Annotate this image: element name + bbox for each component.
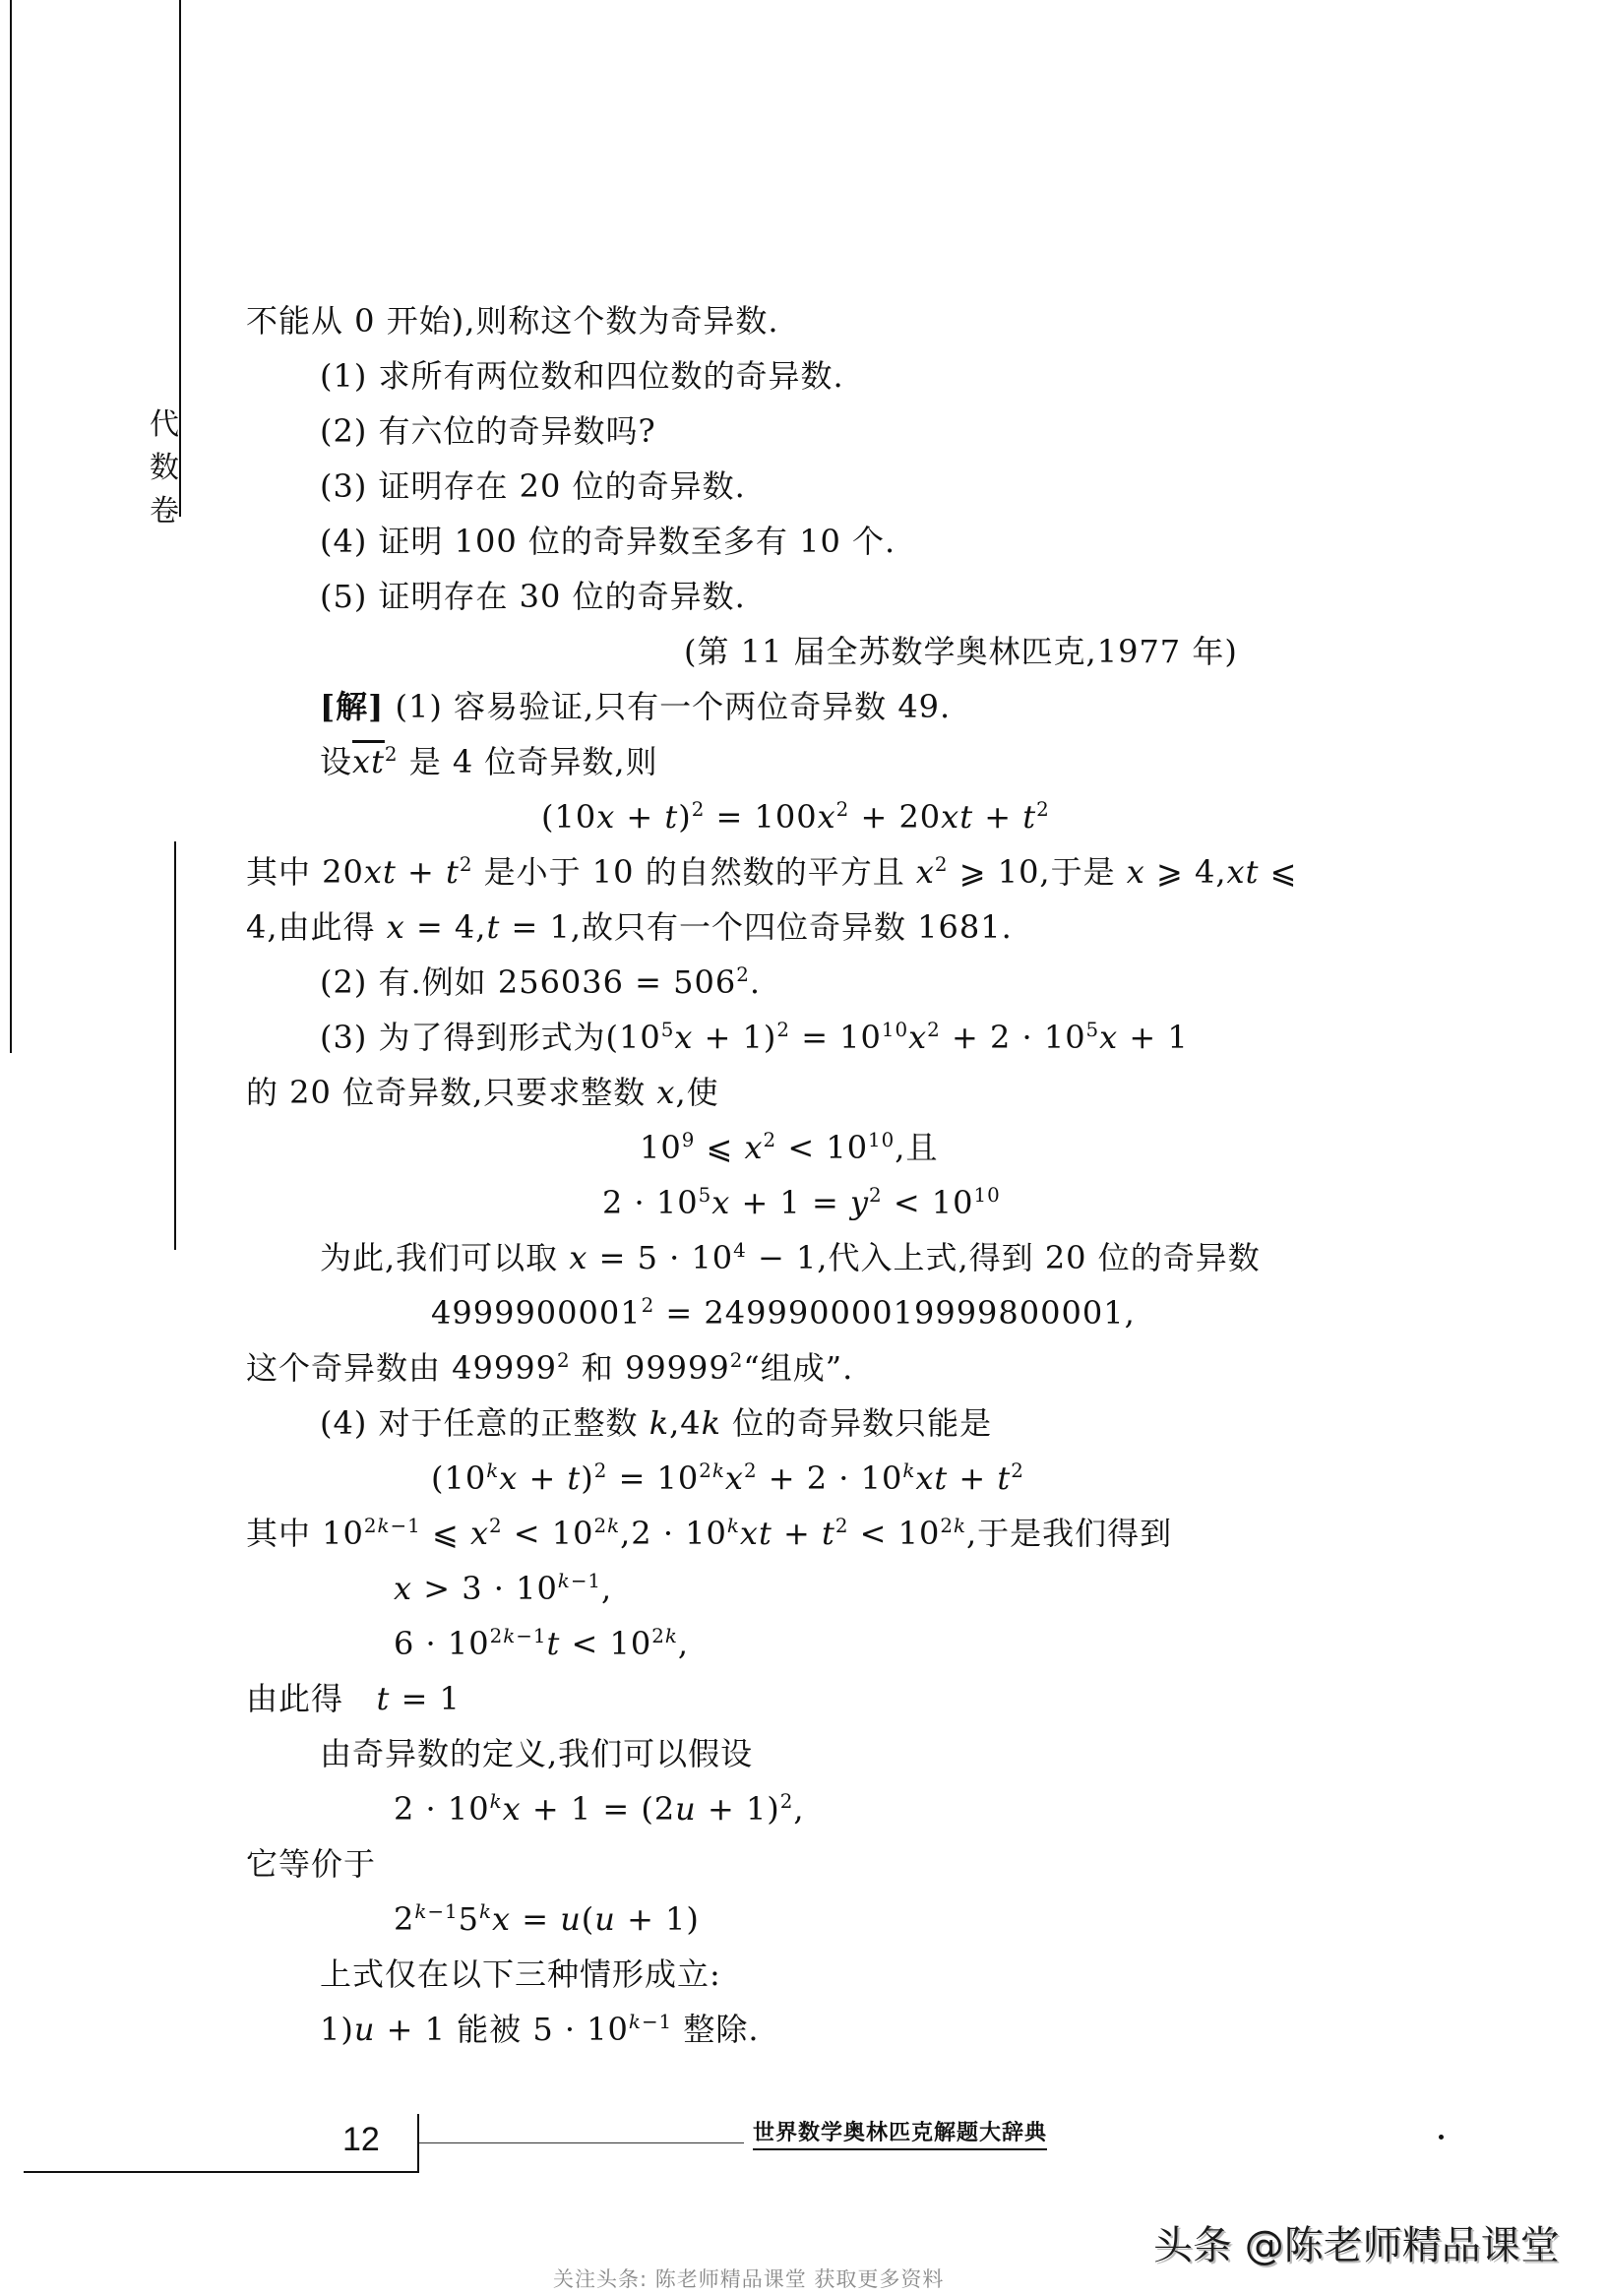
text-line: 上式仅在以下三种情形成立: <box>320 1955 721 1993</box>
text-line: (第 11 届全苏数学奥林匹克,1977 年) <box>684 633 1238 670</box>
speck-mark <box>1439 2135 1444 2140</box>
text-line: $x > 3 \cdot 10^{k-1}$, <box>394 1570 613 1607</box>
book-title: 世界数学奥林匹克解题大辞典 <box>753 2116 1047 2150</box>
text-line: 为此,我们可以取 $x = 5 \cdot 10^4 - 1$,代入上式,得到 20 位的奇异数 <box>320 1239 1261 1276</box>
text-line: 这个奇异数由 49999$^2$ 和 99999$^2$“组成”. <box>246 1349 854 1387</box>
text-line: (2) 有.例如 $256036 = 506^2$. <box>320 963 762 1001</box>
text-line: $(10x + t)^2 = 100x^2 + 20xt + t^2$ <box>541 798 1050 836</box>
text-line: $2 \cdot 10^kx + 1 = (2u + 1)^2$, <box>394 1790 805 1828</box>
section-side-label <box>148 403 181 533</box>
text-line: 设$\overline{xt}^2$ 是 4 位奇异数,则 <box>320 743 658 780</box>
text-line: (4) 证明 100 位的奇异数至多有 10 个. <box>320 523 896 560</box>
bottom-note: 关注头条: 陈老师精品课堂 获取更多资料 <box>553 2267 945 2291</box>
text-line: 它等价于 <box>246 1845 377 1883</box>
text-line: $(10^kx + t)^2 = 10^{2k}x^2 + 2 \cdot 10^kxt + t^2$ <box>431 1459 1024 1497</box>
footer-divider <box>417 2114 419 2173</box>
text-line: (2) 有六位的奇异数吗? <box>320 412 656 450</box>
text-line: (4) 对于任意的正整数 k,4k 位的奇异数只能是 <box>320 1404 993 1442</box>
footer-rule-left <box>24 2171 419 2173</box>
page-edge-line <box>10 0 12 1053</box>
text-line: [解] (1) 容易验证,只有一个两位奇异数 49. <box>320 688 952 725</box>
text-line: (3) 证明存在 20 位的奇异数. <box>320 467 746 505</box>
side-label-char: 数 <box>150 451 179 485</box>
text-line: (5) 证明存在 30 位的奇异数. <box>320 578 746 615</box>
text-line: $2 \cdot 10^5x + 1 = y^2 < 10^{10}$ <box>602 1184 1001 1221</box>
text-line: $2^{k-1}5^kx = u(u + 1)$ <box>394 1900 700 1938</box>
text-line: 其中 $10^{2k-1}$ ⩽ $x^2 < 10^{2k},2 \cdot 10^kxt + t^2 < 10^{2k}$,于是我们得到 <box>246 1515 1173 1552</box>
margin-rule-bottom <box>174 841 176 1250</box>
text-line: 1)u + 1 能被 $5 \cdot 10^{k-1}$ 整除. <box>320 2011 760 2048</box>
text-line: $10^9$ ⩽ $x^2 < 10^{10}$,且 <box>640 1129 939 1166</box>
text-line: 4,由此得 x = 4,t = 1,故只有一个四位奇异数 1681. <box>246 908 1013 946</box>
text-line: 由此得 t = 1 <box>246 1680 461 1717</box>
text-line: 其中 $20xt + t^2$ 是小于 10 的自然数的平方且 $x^2$ ⩾ 10,于是 x ⩾ 4,xt ⩽ <box>246 853 1298 891</box>
text-line: 由奇异数的定义,我们可以假设 <box>320 1735 754 1772</box>
side-label-char: 代 <box>150 407 179 442</box>
footer-rule-right <box>419 2142 744 2143</box>
text-line: $6 \cdot 10^{2k-1}t < 10^{2k}$, <box>394 1625 690 1662</box>
page-number: 12 <box>342 2121 380 2158</box>
text-line: (3) 为了得到形式为$(10^5x + 1)^2 = 10^{10}x^2 + 2 \cdot 10^5x + 1$ <box>320 1019 1189 1056</box>
watermark-text: 头条 @陈老师精品课堂 <box>1153 2223 1560 2268</box>
side-label-char: 卷 <box>150 494 179 528</box>
text-line: (1) 求所有两位数和四位数的奇异数. <box>320 357 844 395</box>
text-line: $4999900001^2 = 24999000019999800001$, <box>431 1294 1136 1332</box>
text-line: 不能从 0 开始),则称这个数为奇异数. <box>246 302 779 340</box>
text-line: 的 20 位奇异数,只要求整数 x,使 <box>246 1074 719 1111</box>
